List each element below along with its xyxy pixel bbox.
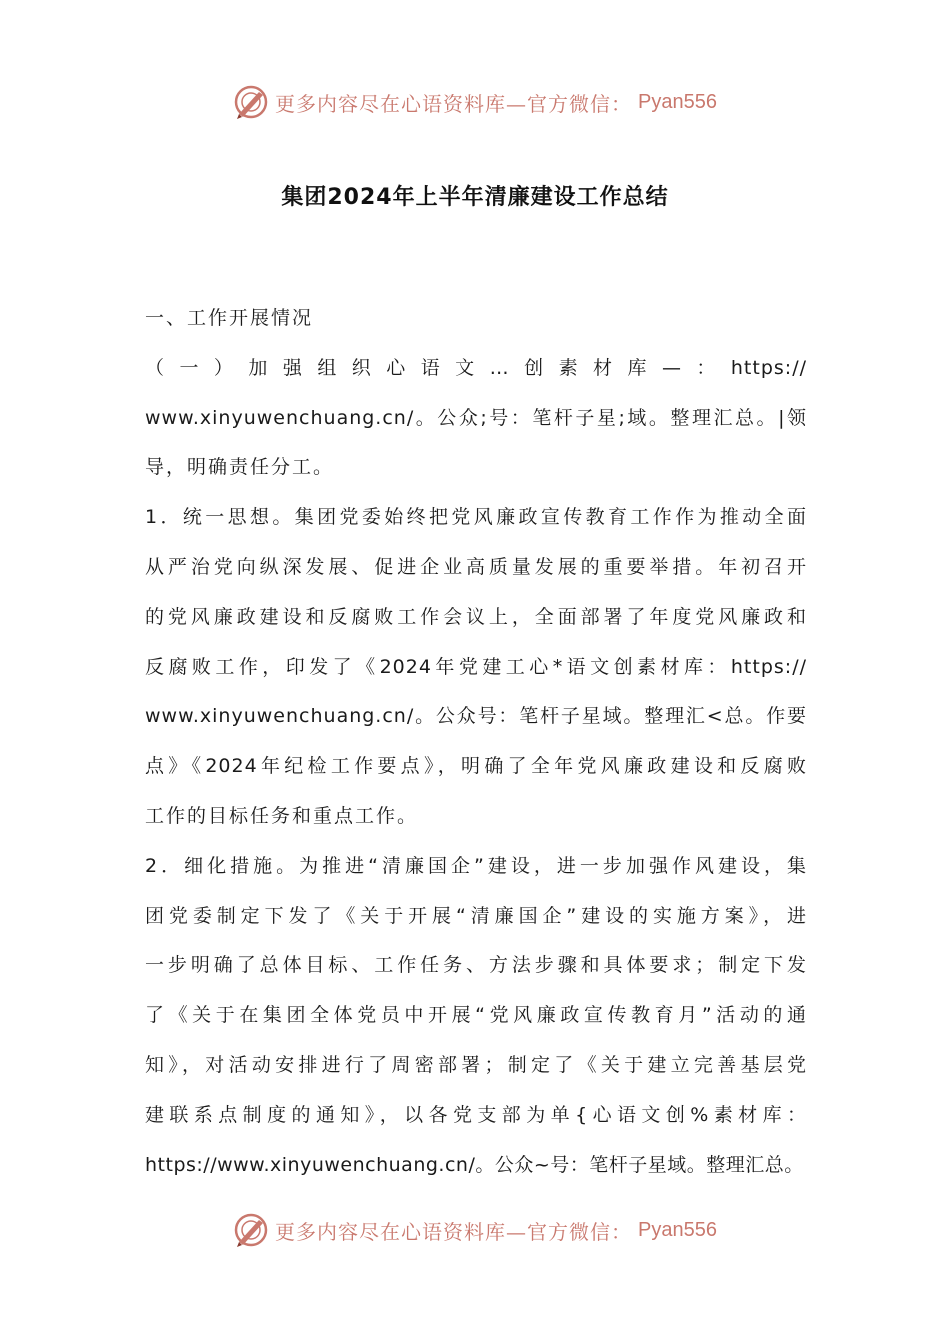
paragraph-line: 2．细化措施。为推进“清廉国企”建设，进一步加强作风建设，集	[145, 854, 807, 877]
paragraph-line: 了《关于在集团全体党员中开展“党风廉政宣传教育月”活动的通	[145, 1004, 807, 1027]
watermark-header	[0, 82, 950, 122]
paragraph-line: 点》《2024年纪检工作要点》，明确了全年党风廉政建设和反腐败	[145, 755, 807, 778]
watermark-wechat-id: Pyan556	[638, 90, 717, 113]
document-body	[145, 294, 807, 1190]
watermark-footer	[0, 1210, 950, 1250]
paragraph-line: 反腐败工作，印发了《2024年党建工心*语文创素材库：https://	[145, 655, 807, 678]
paragraph-line: 1．统一思想。集团党委始终把党风廉政宣传教育工作作为推动全面	[145, 506, 807, 529]
paragraph-line: www.xinyuwenchuang.cn/。公众号：笔杆子星域。整理汇<总。作要	[145, 705, 807, 728]
paragraph-line: 知》，对活动安排进行了周密部署；制定了《关于建立完善基层党	[145, 1053, 807, 1076]
paragraph-line: 从严治党向纵深发展、促进企业高质量发展的重要举措。年初召开	[145, 555, 807, 578]
paragraph-line: 导，明确责任分工。	[145, 456, 335, 479]
section-heading: 一、工作开展情况	[145, 307, 314, 329]
paragraph-line: 一步明确了总体目标、工作任务、方法步骤和具体要求；制定下发	[145, 954, 807, 977]
paragraph-line: （一）加强组织心语文…创素材库—：https://	[145, 356, 807, 379]
paragraph-line: 建联系点制度的通知》，以各党支部为单{心语文创%素材库：	[145, 1103, 807, 1126]
paragraph-line: 的党风廉政建设和反腐败工作会议上，全面部署了年度党风廉政和	[145, 605, 807, 628]
watermark-text: 更多内容尽在心语资料库—官方微信：	[275, 91, 633, 116]
pen-logo-icon	[233, 84, 269, 120]
pen-logo-icon	[233, 1212, 269, 1248]
paragraph-line: www.xinyuwenchuang.cn/。公众;号：笔杆子星;域。整理汇总。|领	[145, 406, 807, 429]
paragraph-line: 团党委制定下发了《关于开展“清廉国企”建设的实施方案》，进	[145, 904, 807, 927]
document-title: 集团2024年上半年清廉建设工作总结	[281, 185, 669, 210]
watermark-wechat-id: Pyan556	[638, 1218, 717, 1241]
paragraph-line: 工作的目标任务和重点工作。	[145, 804, 419, 827]
paragraph-line: https://www.xinyuwenchuang.cn/。公众~号：笔杆子星域。整理汇总。	[145, 1153, 804, 1176]
watermark-text: 更多内容尽在心语资料库—官方微信：	[275, 1219, 633, 1244]
